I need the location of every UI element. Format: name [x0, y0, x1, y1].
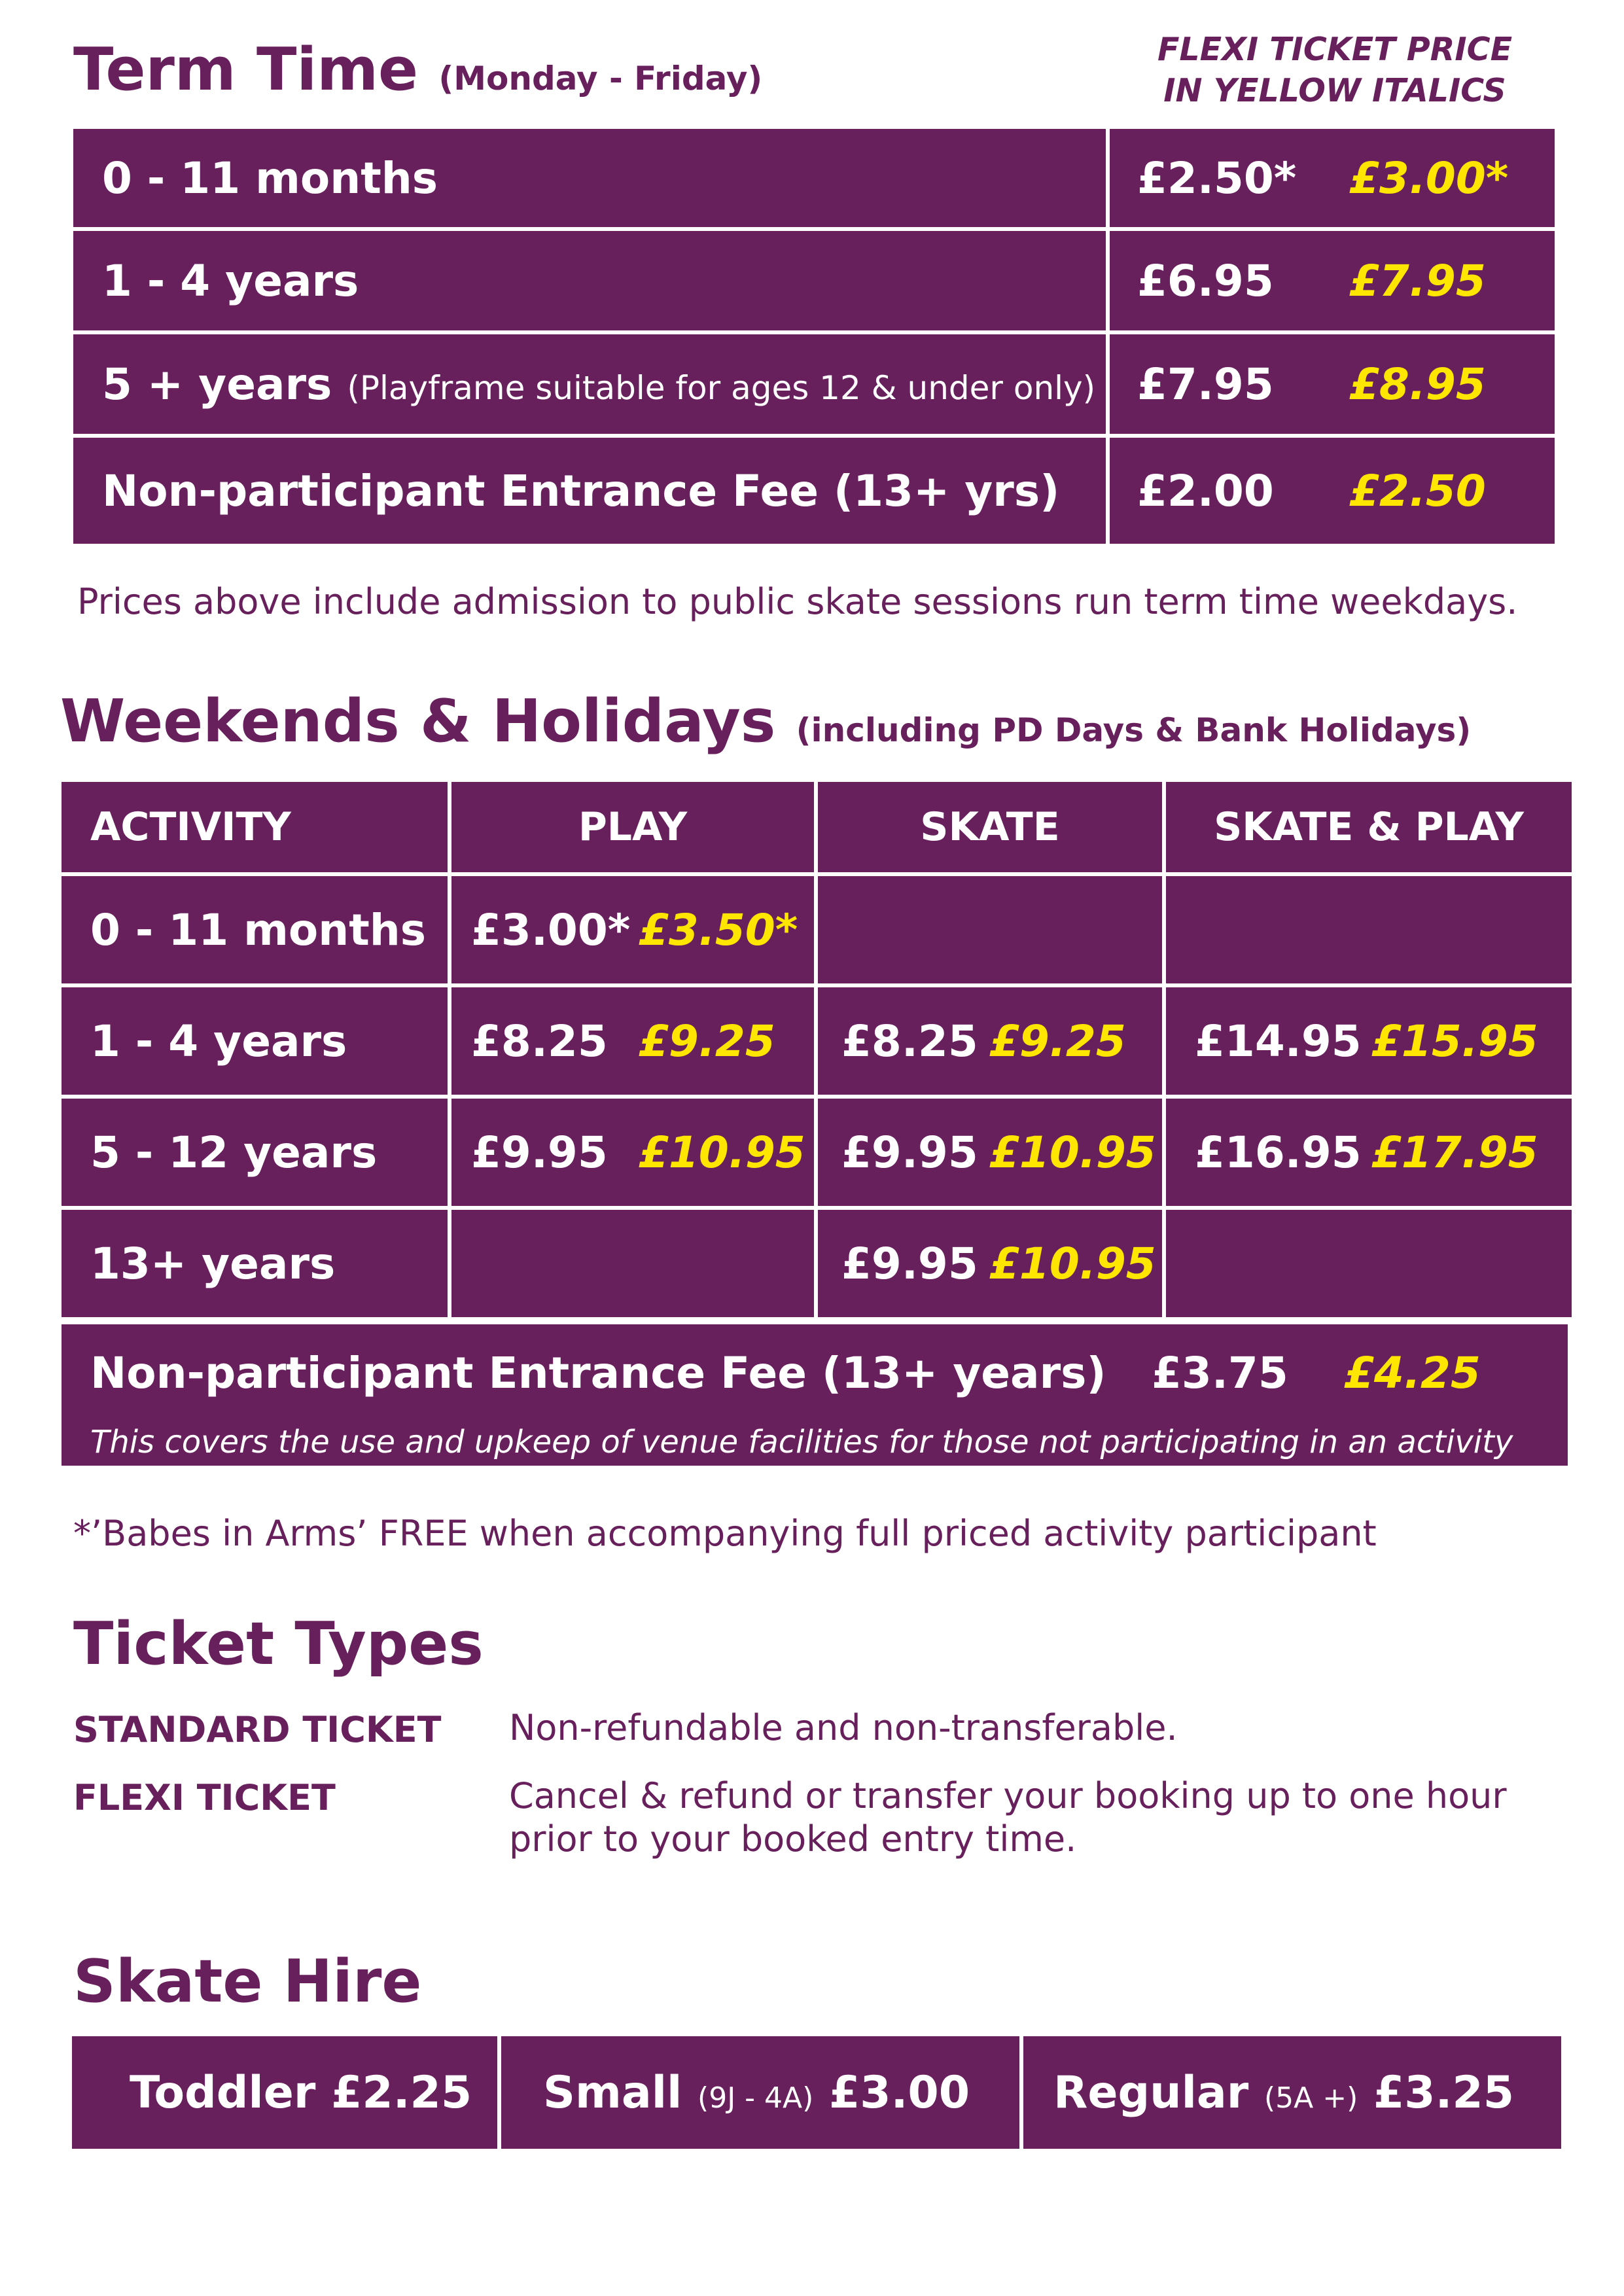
flexi-price: £2.50 [1349, 465, 1486, 516]
weekends-table [58, 778, 1576, 1321]
standard-ticket-text: Non-refundable and non-transferable. [509, 1707, 1178, 1748]
standard-price: £9.95 [471, 1127, 608, 1178]
table-row [73, 129, 1555, 227]
flexi-legend [1099, 29, 1570, 111]
standard-ticket-label: STANDARD TICKET [73, 1709, 442, 1750]
flexi-price: £8.95 [1349, 359, 1486, 410]
skate-price-cell [818, 987, 1162, 1095]
flexi-price: £9.25 [989, 1016, 1126, 1067]
skate-play-price-cell [1166, 1099, 1572, 1206]
flexi-price: £10.95 [989, 1238, 1156, 1289]
flexi-price: £10.95 [989, 1127, 1156, 1178]
term-time-table [69, 125, 1559, 548]
term-time-heading [73, 35, 763, 104]
term-age-label: 1 - 4 years [73, 231, 1106, 330]
play-price-cell [451, 1099, 814, 1206]
play-price-cell [451, 1210, 814, 1317]
standard-price: £3.75 [1152, 1348, 1288, 1398]
table-row [72, 2036, 1561, 2149]
term-age-label [73, 334, 1106, 434]
hire-sizes: (5A +) [1263, 2081, 1358, 2115]
standard-price: £2.00 [1137, 465, 1274, 516]
header-play: PLAY [451, 782, 814, 872]
table-row [73, 438, 1555, 544]
flexi-ticket-label: FLEXI TICKET [73, 1777, 336, 1818]
table-row [62, 1210, 1572, 1317]
skate-play-price-cell [1166, 1210, 1572, 1317]
flexi-ticket-text-line2: prior to your booked entry time. [509, 1818, 1077, 1860]
standard-price: £8.25 [841, 1016, 978, 1067]
weekends-title: Weekends & Holidays [60, 687, 776, 756]
flexi-price: £15.95 [1371, 1016, 1538, 1067]
skate-play-price-cell [1166, 987, 1572, 1095]
standard-price: £16.95 [1195, 1127, 1362, 1178]
standard-price: £6.95 [1137, 255, 1274, 306]
header-skate-play: SKATE & PLAY [1166, 782, 1572, 872]
hire-price: £3.00 [828, 2066, 970, 2119]
table-row [62, 1099, 1572, 1206]
flexi-price: £9.25 [639, 1016, 775, 1067]
term-time-footnote: Prices above include admission to public skate sessions run term time weekdays. [77, 581, 1518, 622]
hire-name: Regular [1053, 2066, 1249, 2119]
flexi-price: £10.95 [639, 1127, 805, 1178]
playframe-note: (Playframe suitable for ages 12 & under only) [347, 368, 1096, 407]
skate-price-cell [818, 1210, 1162, 1317]
hire-price: £2.25 [331, 2066, 472, 2119]
age-label: 13+ years [62, 1210, 448, 1317]
standard-price: £2.50* [1137, 152, 1297, 203]
skate-hire-small [501, 2036, 1019, 2149]
term-age-label: Non-participant Entrance Fee (13+ yrs) [73, 438, 1106, 544]
babes-in-arms-footnote: *’Babes in Arms’ FREE when accompanying full priced activity participant [73, 1513, 1377, 1554]
standard-price: £8.25 [471, 1016, 608, 1067]
term-price-cell [1110, 129, 1555, 227]
term-age-label: 0 - 11 months [73, 129, 1106, 227]
flexi-price: £17.95 [1371, 1127, 1538, 1178]
skate-price-cell [818, 1099, 1162, 1206]
term-time-subtitle: (Monday - Friday) [438, 60, 763, 97]
non-participant-note: This covers the use and upkeep of venue facilities for those not participating in an activity [90, 1424, 1513, 1460]
standard-price: £3.00* [471, 904, 631, 955]
table-header-row [62, 782, 1572, 872]
term-price-cell [1110, 231, 1555, 330]
skate-play-price-cell [1166, 876, 1572, 983]
standard-price: £9.95 [841, 1127, 978, 1178]
standard-price: £7.95 [1137, 359, 1274, 410]
table-row [73, 334, 1555, 434]
skate-hire-regular [1023, 2036, 1561, 2149]
play-price-cell [451, 987, 814, 1095]
age-label: 0 - 11 months [62, 876, 448, 983]
non-participant-line [90, 1348, 1106, 1398]
standard-price: £9.95 [841, 1238, 978, 1289]
hire-name: Small [543, 2066, 682, 2119]
flexi-legend-line1: FLEXI TICKET PRICE [1157, 31, 1513, 68]
skate-price-cell [818, 876, 1162, 983]
age-label: 5 - 12 years [62, 1099, 448, 1206]
age-label: 1 - 4 years [62, 987, 448, 1095]
hire-name: Toddler [130, 2066, 316, 2119]
term-age-main: 5 + years [102, 359, 332, 410]
standard-price: £14.95 [1195, 1016, 1362, 1067]
ticket-types-title: Ticket Types [73, 1610, 484, 1678]
flexi-ticket-description [509, 1775, 1507, 1861]
header-activity: ACTIVITY [62, 782, 448, 872]
header-skate: SKATE [818, 782, 1162, 872]
table-row [62, 876, 1572, 983]
hire-price: £3.25 [1373, 2066, 1515, 2119]
skate-hire-table [68, 2032, 1565, 2153]
non-participant-label: Non-participant Entrance Fee (13+ years) [90, 1348, 1106, 1398]
skate-hire-title: Skate Hire [73, 1947, 422, 2016]
weekend-non-participant-block [62, 1324, 1568, 1466]
flexi-legend-line2: IN YELLOW ITALICS [1163, 72, 1506, 109]
table-row [73, 231, 1555, 330]
skate-hire-toddler [72, 2036, 497, 2149]
flexi-price: £3.50* [639, 904, 798, 955]
flexi-price: £3.00* [1349, 152, 1509, 203]
weekends-heading [60, 687, 1472, 756]
flexi-ticket-text-line1: Cancel & refund or transfer your booking up to one hour [509, 1775, 1507, 1816]
weekends-subtitle: (including PD Days & Bank Holidays) [796, 711, 1472, 749]
play-price-cell [451, 876, 814, 983]
term-price-cell [1110, 334, 1555, 434]
flexi-price: £4.25 [1344, 1348, 1481, 1398]
standard-ticket-description [509, 1706, 1178, 1750]
flexi-price: £7.95 [1349, 255, 1486, 306]
hire-sizes: (9J - 4A) [697, 2081, 814, 2115]
table-row [62, 987, 1572, 1095]
term-time-title: Term Time [73, 35, 419, 104]
term-price-cell [1110, 438, 1555, 544]
